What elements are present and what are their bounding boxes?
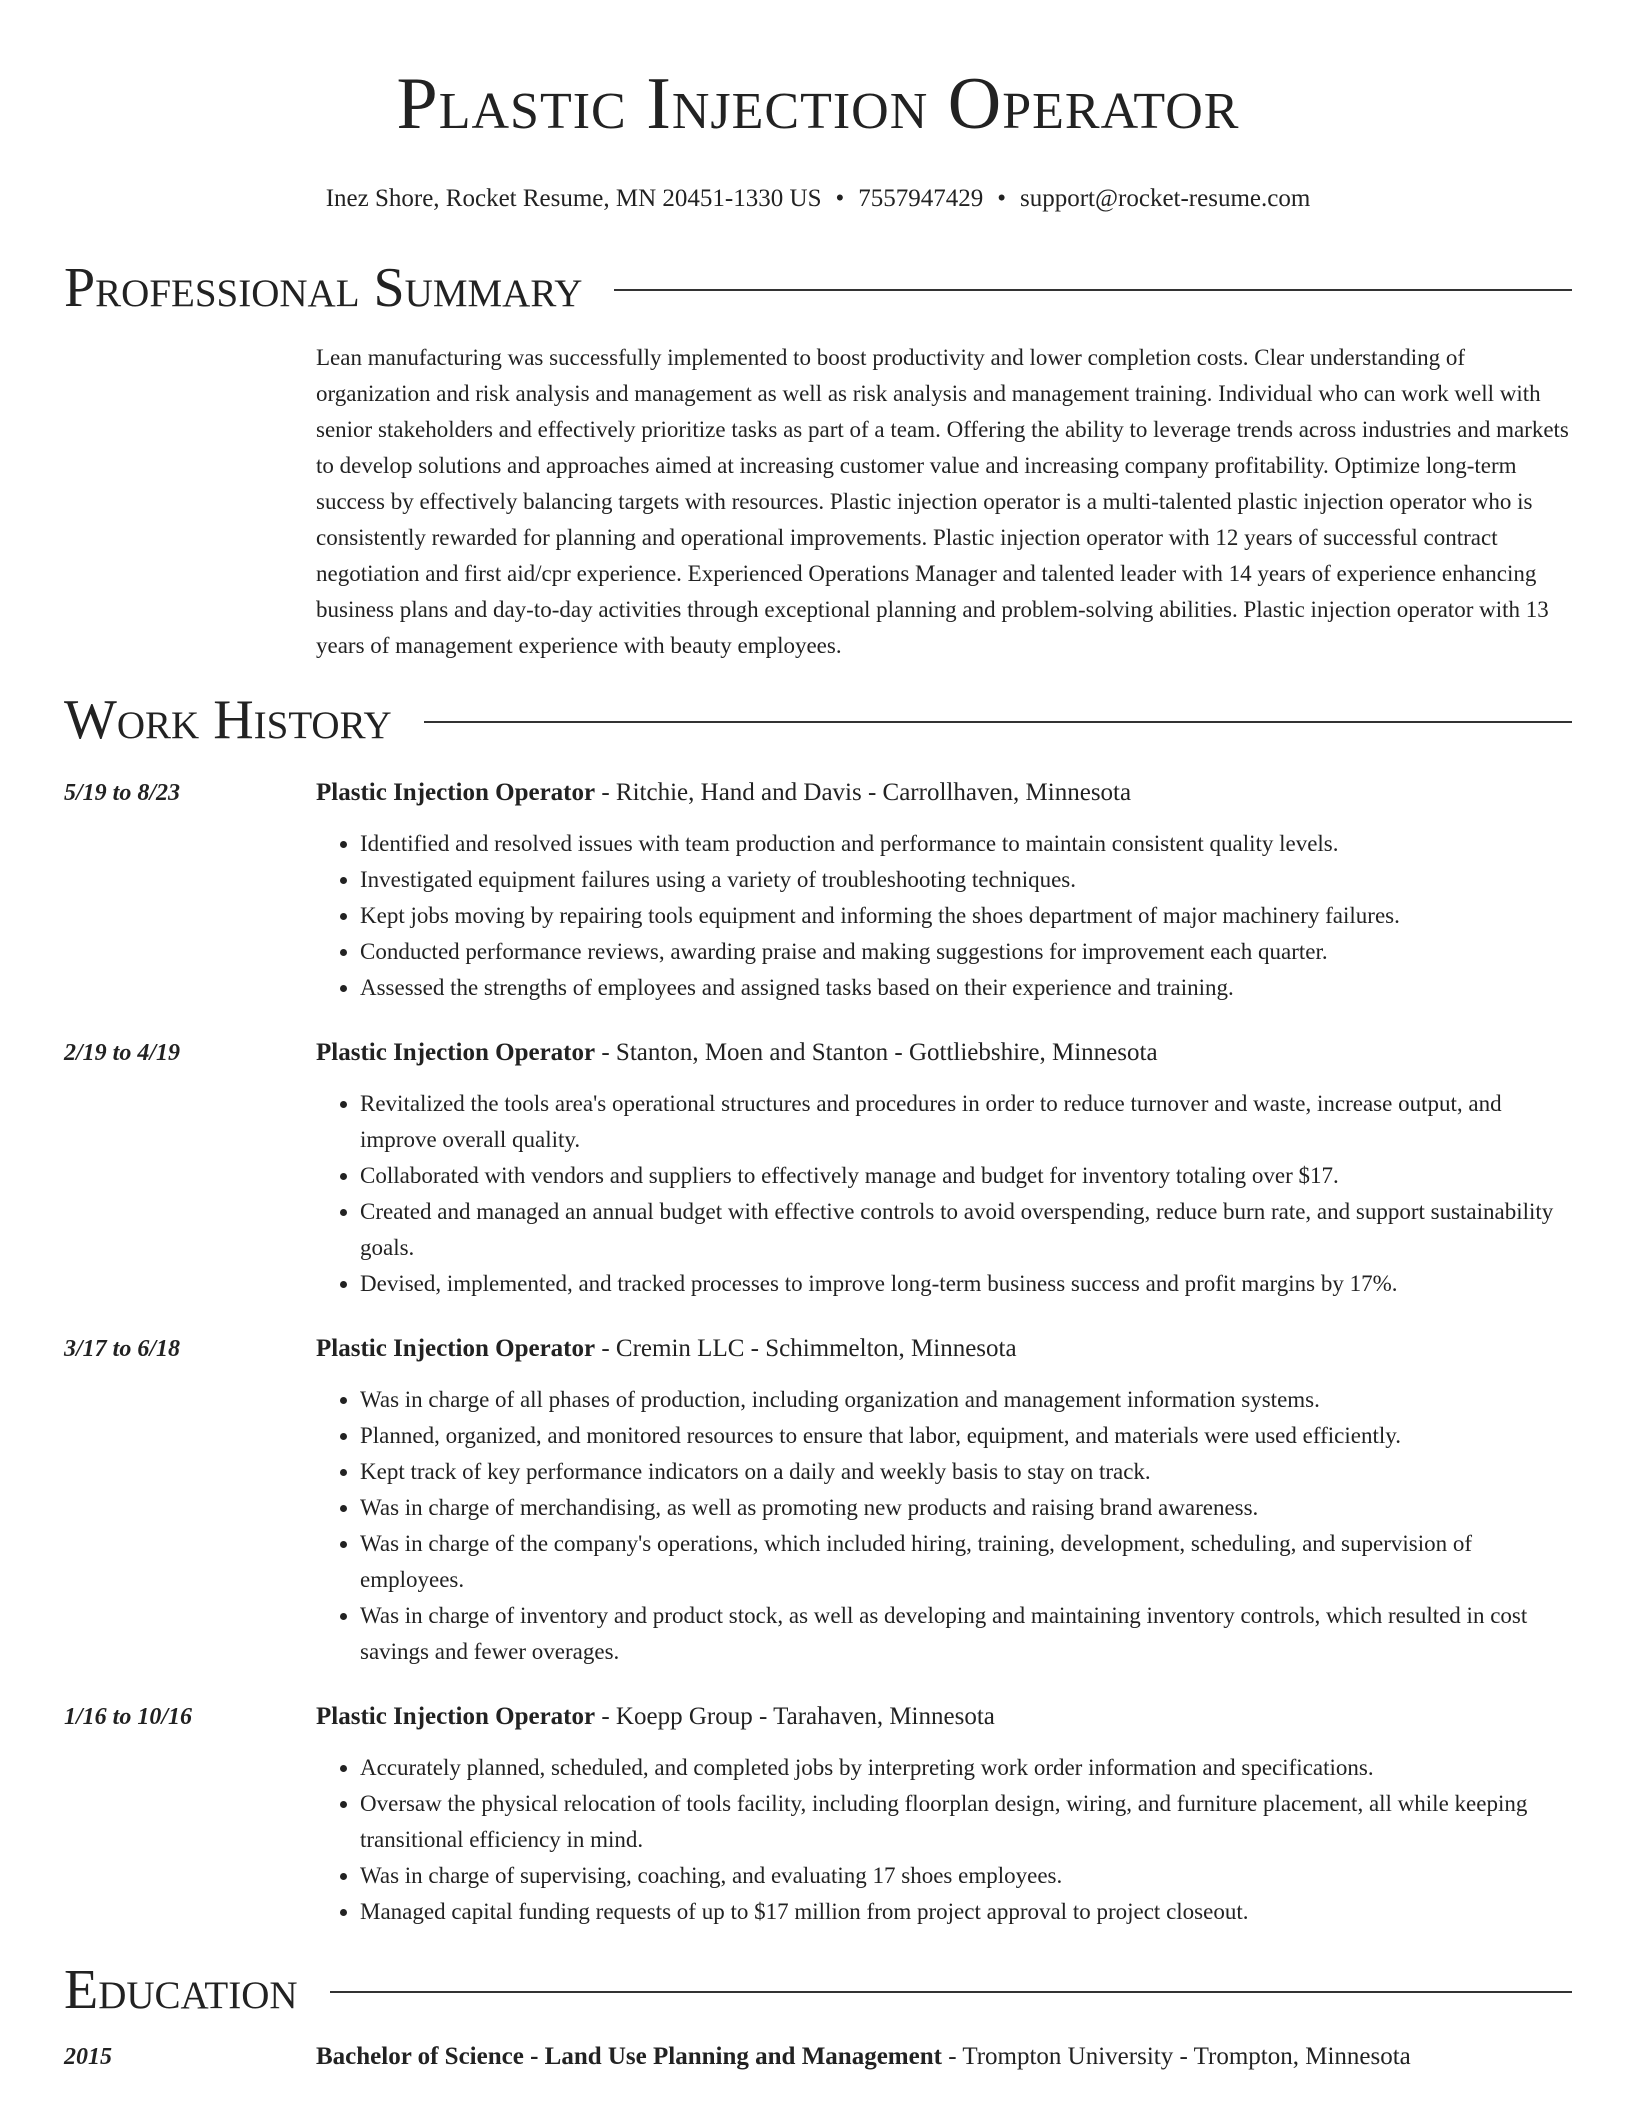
bullet-item: • Investigated equipment failures using a variety of troubleshooting techniques. bbox=[360, 862, 1572, 898]
bullet-item: • Conducted performance reviews, awarding praise and making suggestions for improvement each quarter. bbox=[360, 934, 1572, 970]
bullet-item: • Managed capital funding requests of up to $17 million from project approval to project closeout. bbox=[360, 1894, 1572, 1930]
work-entry-role: Plastic Injection Operator bbox=[316, 1703, 596, 1730]
work-entry-role: Plastic Injection Operator bbox=[316, 779, 596, 806]
bullet-item: • Collaborated with vendors and suppliers to effectively manage and budget for inventory totaling over $17. bbox=[360, 1158, 1572, 1194]
work-entry-bullets bbox=[316, 1750, 1572, 1930]
work-entry-dates: 3/17 to 6/18 bbox=[64, 1336, 181, 1362]
work-entry-details: - Cremin LLC - Schimmelton, Minnesota bbox=[595, 1335, 1017, 1362]
page-title: Plastic Injection Operator bbox=[396, 63, 1240, 145]
bullet-item: • Created and managed an annual budget with effective controls to avoid overspending, reduce burn rate, and support sustainability goals. bbox=[360, 1194, 1572, 1266]
summary-section-title: Professional Summary bbox=[64, 257, 583, 319]
work-entry-heading bbox=[316, 1036, 1572, 1070]
work-entry-bullets bbox=[316, 1086, 1572, 1302]
work-entry-body bbox=[316, 1036, 1572, 1302]
contact-address: Inez Shore, Rocket Resume, MN 20451-1330 US bbox=[325, 185, 822, 212]
work-entry-bullets bbox=[316, 826, 1572, 1006]
section-divider bbox=[330, 1991, 1572, 1993]
bullet-item: • Planned, organized, and monitored resources to ensure that labor, equipment, and materials were used efficiently. bbox=[360, 1418, 1572, 1454]
bullet-item: • Was in charge of supervising, coaching, and evaluating 17 shoes employees. bbox=[360, 1858, 1572, 1894]
work-entry-body bbox=[316, 1332, 1572, 1670]
section-divider bbox=[614, 289, 1572, 291]
bullet-item: • Was in charge of all phases of production, including organization and management information systems. bbox=[360, 1382, 1572, 1418]
work-entry-body bbox=[316, 1700, 1572, 1930]
bullet-item: • Was in charge of merchandising, as well as promoting new products and raising brand awareness. bbox=[360, 1490, 1572, 1526]
work-section-header bbox=[64, 690, 1572, 750]
work-entry-role: Plastic Injection Operator bbox=[316, 1039, 596, 1066]
work-entry-details: - Ritchie, Hand and Davis - Carrollhaven, Minnesota bbox=[595, 779, 1132, 806]
contact-separator: • bbox=[835, 185, 845, 212]
education-section-header bbox=[64, 1960, 1572, 2020]
contact-line bbox=[64, 184, 1572, 214]
bullet-item: • Kept track of key performance indicators on a daily and weekly basis to stay on track. bbox=[360, 1454, 1572, 1490]
section-divider bbox=[424, 721, 1572, 723]
contact-separator: • bbox=[997, 185, 1006, 212]
work-entry-details: - Koepp Group - Tarahaven, Minnesota bbox=[595, 1703, 995, 1730]
work-entry bbox=[64, 1036, 1572, 1302]
bullet-item: • Revitalized the tools area's operational structures and procedures in order to reduce turnover and waste, increase output, and improve overall quality. bbox=[360, 1086, 1572, 1158]
bullet-item: • Was in charge of inventory and product stock, as well as developing and maintaining inventory controls, which resulted in cost savings and fewer overages. bbox=[360, 1598, 1572, 1670]
education-details: - Trompton University - Trompton, Minnesota bbox=[941, 2043, 1411, 2070]
education-entry-heading bbox=[316, 2040, 1572, 2074]
work-entry-body bbox=[316, 776, 1572, 1006]
education-degree: Bachelor of Science - Land Use Planning and Management bbox=[316, 2043, 942, 2070]
education-entry bbox=[64, 2040, 1572, 2074]
work-entry bbox=[64, 1700, 1572, 1930]
education-entry-body bbox=[316, 2040, 1572, 2074]
bullet-item: • Assessed the strengths of employees and assigned tasks based on their experience and training. bbox=[360, 970, 1572, 1006]
bullet-item: • Was in charge of the company's operations, which included hiring, training, development, scheduling, and supervision of employees. bbox=[360, 1526, 1572, 1598]
summary-section-header bbox=[64, 258, 1572, 318]
education-entry-dates: 2015 bbox=[64, 2044, 112, 2070]
contact-phone: 7557947429 bbox=[858, 185, 984, 212]
work-entry-heading bbox=[316, 1332, 1572, 1366]
work-entry-dates: 2/19 to 4/19 bbox=[64, 1040, 181, 1066]
work-entry-details: - Stanton, Moen and Stanton - Gottliebshire, Minnesota bbox=[595, 1039, 1158, 1066]
work-entry bbox=[64, 776, 1572, 1006]
bullet-item: • Identified and resolved issues with team production and performance to maintain consistent quality levels. bbox=[360, 826, 1572, 862]
work-entry-role: Plastic Injection Operator bbox=[316, 1335, 596, 1362]
bullet-item: • Accurately planned, scheduled, and completed jobs by interpreting work order information and specifications. bbox=[360, 1750, 1572, 1786]
work-entry-heading bbox=[316, 776, 1572, 810]
work-entry bbox=[64, 1332, 1572, 1670]
work-entry-dates: 5/19 to 8/23 bbox=[64, 780, 181, 806]
work-section-title: Work History bbox=[64, 689, 392, 751]
summary-text: Lean manufacturing was successfully implemented to boost productivity and lower completion costs. Clear understanding of organization and risk analysis and management as well as risk analysis and management training. Individual who can work well with senior stakeholders and effectively prioritize tasks as part of a team. Offering the ability to leverage trends across industries and markets to develop solutions and approaches aimed at increasing customer value and increasing company profitability. Optimize long-term success by effectively balancing targets with resources. Plastic injection operator is a multi-talented plastic injection operator who is consistently rewarded for planning and operational improvements. Plastic injection operator with 12 years of successful contract negotiation and first aid/cpr experience. Experienced Operations Manager and talented leader with 14 years of experience enhancing business plans and day-to-day activities through exceptional planning and problem-solving abilities. Plastic injection operator with 13 years of management experience with beauty employees. bbox=[316, 345, 1569, 658]
contact-email[interactable]: support@rocket-resume.com bbox=[1020, 185, 1311, 212]
bullet-item: • Oversaw the physical relocation of tools facility, including floorplan design, wiring, and furniture placement, all while keeping transitional efficiency in mind. bbox=[360, 1786, 1572, 1858]
bullet-item: • Kept jobs moving by repairing tools equipment and informing the shoes department of major machinery failures. bbox=[360, 898, 1572, 934]
work-entry-heading bbox=[316, 1700, 1572, 1734]
education-section-title: Education bbox=[64, 1959, 298, 2021]
bullet-item: • Devised, implemented, and tracked processes to improve long-term business success and profit margins by 17%. bbox=[360, 1266, 1572, 1302]
work-entry-bullets bbox=[316, 1382, 1572, 1670]
work-entry-dates: 1/16 to 10/16 bbox=[64, 1704, 193, 1730]
